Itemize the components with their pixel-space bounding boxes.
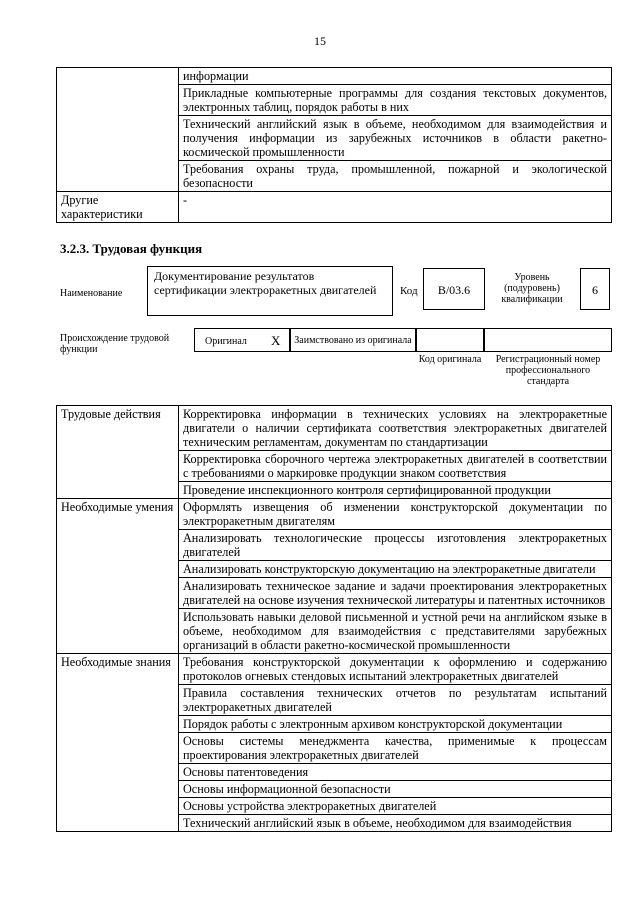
origin-code-box bbox=[416, 328, 484, 352]
code-value: B/03.6 bbox=[437, 283, 471, 297]
other-characteristics-value: - bbox=[179, 192, 612, 223]
origin-reg-box bbox=[484, 328, 612, 352]
level-label: Уровень (подуровень) квалификации bbox=[501, 272, 563, 305]
group-label: Трудовые действия bbox=[57, 406, 179, 499]
table-row bbox=[57, 499, 612, 530]
table-cell: Корректировка сборочного чертежа электроракетных двигателей в соответствии с требованиями о маркировке продукции знаком соответствия bbox=[179, 451, 612, 482]
reg-caption: Регистрационный номер профессионального стандарта bbox=[495, 354, 601, 387]
page-number: 15 bbox=[314, 34, 326, 48]
function-name-box bbox=[147, 266, 393, 316]
origin-label: Происхождение трудовой функции bbox=[60, 333, 170, 355]
code-label: Код bbox=[400, 285, 418, 297]
table-cell: Основы устройства электроракетных двигателей bbox=[179, 798, 612, 815]
table-cell: Требования конструкторской документации к оформлению и содержанию протоколов огневых стендовых испытаний электроракетных двигателей bbox=[179, 654, 612, 685]
name-label: Наименование bbox=[60, 288, 123, 299]
table-cell: Оформлять извещения об изменении конструкторской документации по электроракетным двигателям bbox=[179, 499, 612, 530]
original-box bbox=[194, 328, 290, 352]
function-name-value: Документирование результатов сертификации электроракетных двигателей bbox=[154, 269, 377, 297]
table-cell: Технический английский язык в объеме, необходимом для взаимодействия bbox=[179, 815, 612, 832]
table-cell: Проведение инспекционного контроля сертифицированной продукции bbox=[179, 482, 612, 499]
group-label: Необходимые умения bbox=[57, 499, 179, 654]
borrowed-label: Заимствовано из оригинала bbox=[294, 335, 412, 346]
table-cell: Правила составления технических отчетов по результатам испытаний электроракетных двигателей bbox=[179, 685, 612, 716]
table-cell: Анализировать техническое задание и задачи проектирования электроракетных двигателей на основе изучения технической литературы и патентных источников bbox=[179, 578, 612, 609]
top-table-cell: Прикладные компьютерные программы для создания текстовых документов, электронных таблиц, порядок работы в них bbox=[179, 85, 612, 116]
table-cell: Использовать навыки деловой письменной и устной речи на английском языке в объеме, необходимом для взаимодействия с представителями зарубежных организаций в области ракетно-космической промышленности bbox=[179, 609, 612, 654]
level-box bbox=[580, 268, 610, 310]
table-cell: Корректировка информации в технических условиях на электроракетные двигатели о наличии сертификата соответствия электроракетных двигателей техническим регламентам, документам по стандартизации bbox=[179, 406, 612, 451]
table-cell: Анализировать конструкторскую документацию на электроракетные двигатели bbox=[179, 561, 612, 578]
section-title: 3.2.3. Трудовая функция bbox=[60, 241, 203, 256]
top-table-cell: информации bbox=[179, 68, 612, 85]
top-table bbox=[56, 67, 612, 223]
top-table-cell: Технический английский язык в объеме, необходимом для взаимодействия и получения информации из зарубежных источников в области ракетно-космической промышленности bbox=[179, 116, 612, 161]
level-value: 6 bbox=[592, 283, 598, 297]
code-box bbox=[423, 268, 485, 310]
other-characteristics-label: Другие характеристики bbox=[57, 192, 179, 223]
table-cell: Порядок работы с электронным архивом конструкторской документации bbox=[179, 716, 612, 733]
original-mark: X bbox=[271, 333, 281, 348]
group-label: Необходимые знания bbox=[57, 654, 179, 832]
table-cell: Анализировать технологические процессы изготовления электроракетных двигателей bbox=[179, 530, 612, 561]
original-label: Оригинал bbox=[205, 336, 247, 347]
table-cell: Основы информационной безопасности bbox=[179, 781, 612, 798]
table-cell: Основы системы менеджмента качества, применимые к процессам проектирования электроракетных двигателей bbox=[179, 733, 612, 764]
borrowed-box bbox=[290, 328, 416, 352]
table-cell: Основы патентоведения bbox=[179, 764, 612, 781]
table-row bbox=[57, 192, 612, 223]
table-row bbox=[57, 406, 612, 451]
top-table-left-cell bbox=[57, 68, 179, 192]
top-table-cell: Требования охраны труда, промышленной, пожарной и экологической безопасности bbox=[179, 161, 612, 192]
code-caption: Код оригинала bbox=[418, 354, 482, 365]
table-row bbox=[57, 68, 612, 85]
main-table bbox=[56, 405, 612, 832]
table-row bbox=[57, 654, 612, 685]
